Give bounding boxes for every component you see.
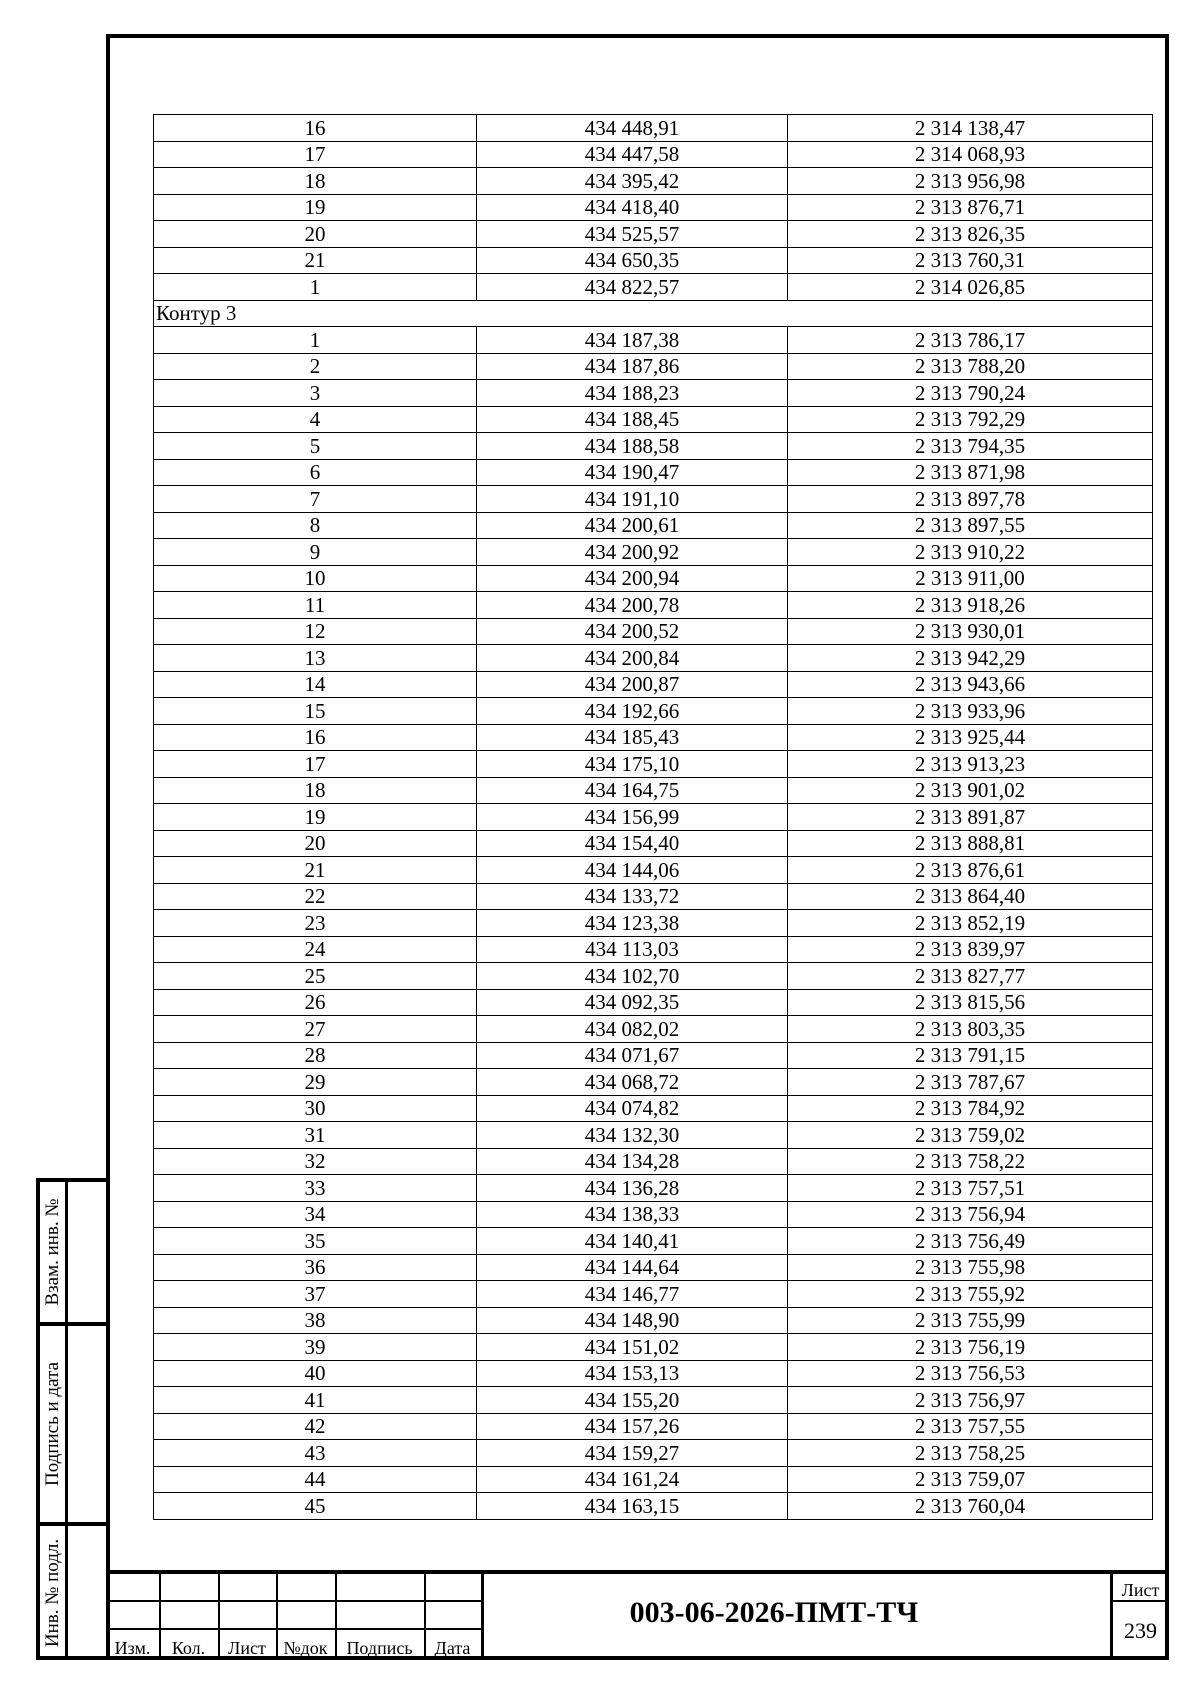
x-coordinate-cell: 434 187,86 <box>477 353 788 380</box>
sheet-label: Лист <box>1121 1580 1160 1600</box>
y-coordinate-cell: 2 313 910,22 <box>788 539 1153 566</box>
point-number-cell: 24 <box>154 936 477 963</box>
point-number-cell: 19 <box>154 804 477 831</box>
side-stamp <box>36 1178 106 1660</box>
point-number-cell: 4 <box>154 406 477 433</box>
y-coordinate-cell: 2 313 786,17 <box>788 327 1153 354</box>
inv-podl-cell <box>40 1526 106 1660</box>
y-coordinate-cell: 2 314 068,93 <box>788 141 1153 168</box>
x-coordinate-cell: 434 187,38 <box>477 327 788 354</box>
point-number-cell: 32 <box>154 1148 477 1175</box>
point-number-cell: 30 <box>154 1095 477 1122</box>
x-coordinate-cell: 434 200,52 <box>477 618 788 645</box>
point-number-cell: 38 <box>154 1307 477 1334</box>
title-block-divider <box>106 1628 484 1630</box>
x-coordinate-cell: 434 163,15 <box>477 1493 788 1520</box>
point-number-cell: 39 <box>154 1334 477 1361</box>
point-number-cell: 16 <box>154 724 477 751</box>
x-coordinate-cell: 434 161,24 <box>477 1466 788 1493</box>
table-row <box>154 1016 1153 1043</box>
table-row <box>154 565 1153 592</box>
col-kol-label: Кол. <box>171 1638 206 1658</box>
y-coordinate-cell: 2 313 839,97 <box>788 936 1153 963</box>
point-number-cell: 9 <box>154 539 477 566</box>
y-coordinate-cell: 2 313 943,66 <box>788 671 1153 698</box>
y-coordinate-cell: 2 313 756,49 <box>788 1228 1153 1255</box>
x-coordinate-cell: 434 123,38 <box>477 910 788 937</box>
title-block-divider <box>106 1600 484 1602</box>
table-row <box>154 804 1153 831</box>
point-number-cell: 19 <box>154 194 477 221</box>
x-coordinate-cell: 434 134,28 <box>477 1148 788 1175</box>
table-row <box>154 1042 1153 1069</box>
table-row <box>154 645 1153 672</box>
y-coordinate-cell: 2 313 876,71 <box>788 194 1153 221</box>
table-row <box>154 1466 1153 1493</box>
table-row <box>154 141 1153 168</box>
table-row <box>154 327 1153 354</box>
x-coordinate-cell: 434 395,42 <box>477 168 788 195</box>
x-coordinate-cell: 434 159,27 <box>477 1440 788 1467</box>
table-row <box>154 883 1153 910</box>
point-number-cell: 40 <box>154 1360 477 1387</box>
x-coordinate-cell: 434 157,26 <box>477 1413 788 1440</box>
x-coordinate-cell: 434 136,28 <box>477 1175 788 1202</box>
x-coordinate-cell: 434 140,41 <box>477 1228 788 1255</box>
table-row <box>154 963 1153 990</box>
y-coordinate-cell: 2 313 918,26 <box>788 592 1153 619</box>
table-row <box>154 671 1153 698</box>
y-coordinate-cell: 2 313 794,35 <box>788 433 1153 460</box>
y-coordinate-cell: 2 313 911,00 <box>788 565 1153 592</box>
point-number-cell: 44 <box>154 1466 477 1493</box>
x-coordinate-cell: 434 175,10 <box>477 751 788 778</box>
point-number-cell: 26 <box>154 989 477 1016</box>
point-number-cell: 20 <box>154 221 477 248</box>
y-coordinate-cell: 2 313 756,53 <box>788 1360 1153 1387</box>
table-row <box>154 433 1153 460</box>
y-coordinate-cell: 2 313 760,04 <box>788 1493 1153 1520</box>
table-row <box>154 592 1153 619</box>
y-coordinate-cell: 2 313 888,81 <box>788 830 1153 857</box>
podpis-data-label: Подпись и дата <box>41 1361 63 1487</box>
section-header-row <box>154 300 1153 327</box>
sheet-number: 239 <box>1124 1618 1157 1643</box>
table-row <box>154 1281 1153 1308</box>
table-row <box>154 1095 1153 1122</box>
y-coordinate-cell: 2 313 956,98 <box>788 168 1153 195</box>
table-row <box>154 777 1153 804</box>
y-coordinate-cell: 2 313 756,19 <box>788 1334 1153 1361</box>
table-row <box>154 512 1153 539</box>
x-coordinate-cell: 434 148,90 <box>477 1307 788 1334</box>
point-number-cell: 43 <box>154 1440 477 1467</box>
point-number-cell: 16 <box>154 115 477 142</box>
y-coordinate-cell: 2 313 826,35 <box>788 221 1153 248</box>
y-coordinate-cell: 2 313 930,01 <box>788 618 1153 645</box>
y-coordinate-cell: 2 313 815,56 <box>788 989 1153 1016</box>
point-number-cell: 20 <box>154 830 477 857</box>
point-number-cell: 36 <box>154 1254 477 1281</box>
point-number-cell: 6 <box>154 459 477 486</box>
col-podpis-label: Подпись <box>346 1638 413 1658</box>
y-coordinate-cell: 2 313 913,23 <box>788 751 1153 778</box>
point-number-cell: 22 <box>154 883 477 910</box>
y-coordinate-cell: 2 313 791,15 <box>788 1042 1153 1069</box>
x-coordinate-cell: 434 144,06 <box>477 857 788 884</box>
x-coordinate-cell: 434 447,58 <box>477 141 788 168</box>
x-coordinate-cell: 434 156,99 <box>477 804 788 831</box>
x-coordinate-cell: 434 448,91 <box>477 115 788 142</box>
y-coordinate-cell: 2 313 827,77 <box>788 963 1153 990</box>
x-coordinate-cell: 434 822,57 <box>477 274 788 301</box>
table-row <box>154 380 1153 407</box>
table-row <box>154 459 1153 486</box>
point-number-cell: 33 <box>154 1175 477 1202</box>
table-row <box>154 1254 1153 1281</box>
title-block <box>106 1570 1169 1660</box>
x-coordinate-cell: 434 418,40 <box>477 194 788 221</box>
x-coordinate-cell: 434 071,67 <box>477 1042 788 1069</box>
x-coordinate-cell: 434 185,43 <box>477 724 788 751</box>
col-data-label: Дата <box>434 1638 471 1658</box>
point-number-cell: 1 <box>154 327 477 354</box>
point-number-cell: 28 <box>154 1042 477 1069</box>
point-number-cell: 2 <box>154 353 477 380</box>
y-coordinate-cell: 2 313 788,20 <box>788 353 1153 380</box>
x-coordinate-cell: 434 200,92 <box>477 539 788 566</box>
point-number-cell: 29 <box>154 1069 477 1096</box>
x-coordinate-cell: 434 138,33 <box>477 1201 788 1228</box>
point-number-cell: 5 <box>154 433 477 460</box>
x-coordinate-cell: 434 151,02 <box>477 1334 788 1361</box>
point-number-cell: 12 <box>154 618 477 645</box>
x-coordinate-cell: 434 102,70 <box>477 963 788 990</box>
table-row <box>154 1228 1153 1255</box>
point-number-cell: 37 <box>154 1281 477 1308</box>
y-coordinate-cell: 2 313 891,87 <box>788 804 1153 831</box>
table-row <box>154 406 1153 433</box>
point-number-cell: 11 <box>154 592 477 619</box>
table-row <box>154 486 1153 513</box>
x-coordinate-cell: 434 200,94 <box>477 565 788 592</box>
x-coordinate-cell: 434 200,84 <box>477 645 788 672</box>
inv-podl-label-box <box>40 1526 68 1660</box>
point-number-cell: 34 <box>154 1201 477 1228</box>
y-coordinate-cell: 2 313 784,92 <box>788 1095 1153 1122</box>
point-number-cell: 35 <box>154 1228 477 1255</box>
table-row <box>154 539 1153 566</box>
x-coordinate-cell: 434 146,77 <box>477 1281 788 1308</box>
y-coordinate-cell: 2 313 925,44 <box>788 724 1153 751</box>
y-coordinate-cell: 2 313 876,61 <box>788 857 1153 884</box>
point-number-cell: 31 <box>154 1122 477 1149</box>
table-row <box>154 1413 1153 1440</box>
point-number-cell: 45 <box>154 1493 477 1520</box>
y-coordinate-cell: 2 313 787,67 <box>788 1069 1153 1096</box>
x-coordinate-cell: 434 082,02 <box>477 1016 788 1043</box>
x-coordinate-cell: 434 092,35 <box>477 989 788 1016</box>
x-coordinate-cell: 434 200,78 <box>477 592 788 619</box>
x-coordinate-cell: 434 191,10 <box>477 486 788 513</box>
y-coordinate-cell: 2 313 757,51 <box>788 1175 1153 1202</box>
table-row <box>154 221 1153 248</box>
x-coordinate-cell: 434 200,61 <box>477 512 788 539</box>
podpis-data-cell <box>40 1326 106 1526</box>
coordinates-table <box>153 114 1153 1520</box>
point-number-cell: 27 <box>154 1016 477 1043</box>
x-coordinate-cell: 434 164,75 <box>477 777 788 804</box>
point-number-cell: 3 <box>154 380 477 407</box>
point-number-cell: 1 <box>154 274 477 301</box>
x-coordinate-cell: 434 188,23 <box>477 380 788 407</box>
point-number-cell: 18 <box>154 777 477 804</box>
y-coordinate-cell: 2 313 790,24 <box>788 380 1153 407</box>
x-coordinate-cell: 434 192,66 <box>477 698 788 725</box>
point-number-cell: 13 <box>154 645 477 672</box>
y-coordinate-cell: 2 313 758,22 <box>788 1148 1153 1175</box>
y-coordinate-cell: 2 314 026,85 <box>788 274 1153 301</box>
inv-podl-label: Инв. № подл. <box>41 1538 63 1648</box>
point-number-cell: 10 <box>154 565 477 592</box>
x-coordinate-cell: 434 068,72 <box>477 1069 788 1096</box>
table-row <box>154 1493 1153 1520</box>
x-coordinate-cell: 434 153,13 <box>477 1360 788 1387</box>
vzam-inv-cell <box>40 1182 106 1326</box>
table-row <box>154 857 1153 884</box>
table-row <box>154 751 1153 778</box>
point-number-cell: 21 <box>154 857 477 884</box>
y-coordinate-cell: 2 313 933,96 <box>788 698 1153 725</box>
col-izm-label: Изм. <box>114 1638 151 1658</box>
y-coordinate-cell: 2 313 755,99 <box>788 1307 1153 1334</box>
point-number-cell: 7 <box>154 486 477 513</box>
y-coordinate-cell: 2 313 755,92 <box>788 1281 1153 1308</box>
section-title: Контур 3 <box>154 300 1153 327</box>
point-number-cell: 42 <box>154 1413 477 1440</box>
y-coordinate-cell: 2 313 760,31 <box>788 247 1153 274</box>
table-row <box>154 910 1153 937</box>
y-coordinate-cell: 2 313 897,55 <box>788 512 1153 539</box>
table-row <box>154 247 1153 274</box>
table-row <box>154 1175 1153 1202</box>
y-coordinate-cell: 2 313 897,78 <box>788 486 1153 513</box>
y-coordinate-cell: 2 313 756,94 <box>788 1201 1153 1228</box>
point-number-cell: 23 <box>154 910 477 937</box>
point-number-cell: 14 <box>154 671 477 698</box>
point-number-cell: 17 <box>154 751 477 778</box>
col-list-label: Лист <box>228 1638 266 1658</box>
vzam-inv-label-box <box>40 1182 68 1322</box>
point-number-cell: 17 <box>154 141 477 168</box>
x-coordinate-cell: 434 074,82 <box>477 1095 788 1122</box>
table-row <box>154 618 1153 645</box>
x-coordinate-cell: 434 155,20 <box>477 1387 788 1414</box>
y-coordinate-cell: 2 313 759,02 <box>788 1122 1153 1149</box>
vzam-inv-label: Взам. инв. № <box>41 1198 63 1306</box>
y-coordinate-cell: 2 313 803,35 <box>788 1016 1153 1043</box>
x-coordinate-cell: 434 133,72 <box>477 883 788 910</box>
table-row <box>154 989 1153 1016</box>
document-code: 003-06-2026-ПМТ-ТЧ <box>629 1596 919 1629</box>
table-row <box>154 724 1153 751</box>
y-coordinate-cell: 2 313 942,29 <box>788 645 1153 672</box>
podpis-data-label-box <box>40 1326 68 1522</box>
table-row <box>154 1334 1153 1361</box>
table-row <box>154 1122 1153 1149</box>
point-number-cell: 25 <box>154 963 477 990</box>
y-coordinate-cell: 2 313 901,02 <box>788 777 1153 804</box>
col-ndok-label: №док <box>283 1638 328 1658</box>
point-number-cell: 15 <box>154 698 477 725</box>
x-coordinate-cell: 434 200,87 <box>477 671 788 698</box>
table-row <box>154 1440 1153 1467</box>
table-row <box>154 1360 1153 1387</box>
y-coordinate-cell: 2 313 871,98 <box>788 459 1153 486</box>
point-number-cell: 18 <box>154 168 477 195</box>
table-row <box>154 168 1153 195</box>
table-row <box>154 1307 1153 1334</box>
y-coordinate-cell: 2 313 756,97 <box>788 1387 1153 1414</box>
x-coordinate-cell: 434 132,30 <box>477 1122 788 1149</box>
x-coordinate-cell: 434 113,03 <box>477 936 788 963</box>
table-row <box>154 1201 1153 1228</box>
table-row <box>154 194 1153 221</box>
x-coordinate-cell: 434 190,47 <box>477 459 788 486</box>
y-coordinate-cell: 2 313 757,55 <box>788 1413 1153 1440</box>
x-coordinate-cell: 434 154,40 <box>477 830 788 857</box>
x-coordinate-cell: 434 188,58 <box>477 433 788 460</box>
x-coordinate-cell: 434 525,57 <box>477 221 788 248</box>
y-coordinate-cell: 2 313 792,29 <box>788 406 1153 433</box>
y-coordinate-cell: 2 313 759,07 <box>788 1466 1153 1493</box>
y-coordinate-cell: 2 313 758,25 <box>788 1440 1153 1467</box>
x-coordinate-cell: 434 144,64 <box>477 1254 788 1281</box>
x-coordinate-cell: 434 650,35 <box>477 247 788 274</box>
point-number-cell: 41 <box>154 1387 477 1414</box>
table-row <box>154 1387 1153 1414</box>
point-number-cell: 21 <box>154 247 477 274</box>
table-row <box>154 1148 1153 1175</box>
y-coordinate-cell: 2 313 755,98 <box>788 1254 1153 1281</box>
coordinates-table-body <box>154 115 1153 1520</box>
table-row <box>154 274 1153 301</box>
y-coordinate-cell: 2 313 864,40 <box>788 883 1153 910</box>
y-coordinate-cell: 2 313 852,19 <box>788 910 1153 937</box>
table-row <box>154 353 1153 380</box>
x-coordinate-cell: 434 188,45 <box>477 406 788 433</box>
point-number-cell: 8 <box>154 512 477 539</box>
table-row <box>154 936 1153 963</box>
y-coordinate-cell: 2 314 138,47 <box>788 115 1153 142</box>
table-row <box>154 1069 1153 1096</box>
table-row <box>154 115 1153 142</box>
table-row <box>154 698 1153 725</box>
table-row <box>154 830 1153 857</box>
